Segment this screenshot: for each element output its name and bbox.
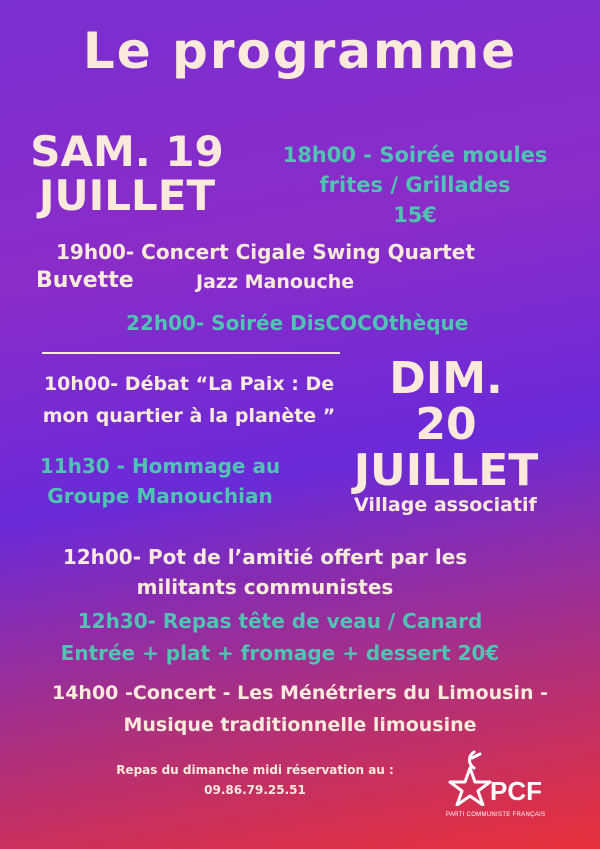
- saturday-moules: [250, 140, 580, 230]
- sunday-date: [346, 353, 546, 496]
- sunday-concert-line1: 14h00 -Concert - Les Ménétriers du Limousin -: [51, 682, 548, 704]
- sunday-pot-line2: militants communistes: [136, 575, 394, 599]
- sunday-repas-line2: Entrée + plat + fromage + dessert 20€: [60, 641, 500, 665]
- reservation-info: [90, 760, 420, 800]
- sunday-date-line2: 20: [415, 399, 477, 450]
- reservation-text: Repas du dimanche midi réservation au :: [116, 763, 394, 777]
- saturday-concert: 19h00- Concert Cigale Swing Quartet: [56, 240, 475, 264]
- saturday-moules-line2: frites / Grillades: [319, 173, 511, 197]
- sunday-hommage-line2: Groupe Manouchian: [47, 484, 273, 508]
- page-title: Le programme: [82, 22, 518, 80]
- star-icon: [444, 748, 496, 806]
- reservation-phone: 09.86.79.25.51: [204, 783, 306, 797]
- sunday-pot: [30, 542, 500, 602]
- sunday-repas-line1: 12h30- Repas tête de veau / Canard: [77, 609, 483, 633]
- pcf-name: PCF: [490, 776, 542, 806]
- saturday-moules-line1: 18h00 - Soirée moules: [282, 143, 548, 167]
- sunday-village: Village associatif: [354, 494, 537, 516]
- sunday-hommage: [20, 451, 300, 511]
- saturday-date: [22, 127, 232, 220]
- sunday-debat-line2: mon quartier à la planète ”: [42, 405, 336, 427]
- pcf-logo: [444, 748, 564, 830]
- sunday-debat: [14, 368, 364, 432]
- sunday-date-line3: JUILLET: [353, 445, 539, 496]
- sunday-repas: [20, 605, 540, 669]
- sunday-concert: [0, 677, 600, 741]
- sunday-hommage-line1: 11h30 - Hommage au: [39, 454, 281, 478]
- saturday-moules-price: 15€: [393, 203, 437, 227]
- sunday-pot-line1: 12h00- Pot de l’amitié offert par les: [62, 545, 468, 569]
- saturday-jazz: Jazz Manouche: [196, 271, 355, 293]
- section-divider: [42, 352, 340, 354]
- saturday-buvette: Buvette: [36, 268, 134, 293]
- pcf-subtitle: PARTI COMMUNISTE FRANÇAIS: [446, 812, 546, 818]
- saturday-date-line1: SAM. 19: [30, 127, 224, 176]
- saturday-date-line2: JUILLET: [38, 171, 216, 220]
- sunday-debat-line1: 10h00- Débat “La Paix : De: [43, 373, 335, 395]
- sunday-concert-line2: Musique traditionnelle limousine: [123, 714, 477, 736]
- sunday-date-line1: DIM.: [389, 353, 503, 404]
- saturday-discocotheque: 22h00- Soirée DisCOCOthèque: [126, 311, 469, 335]
